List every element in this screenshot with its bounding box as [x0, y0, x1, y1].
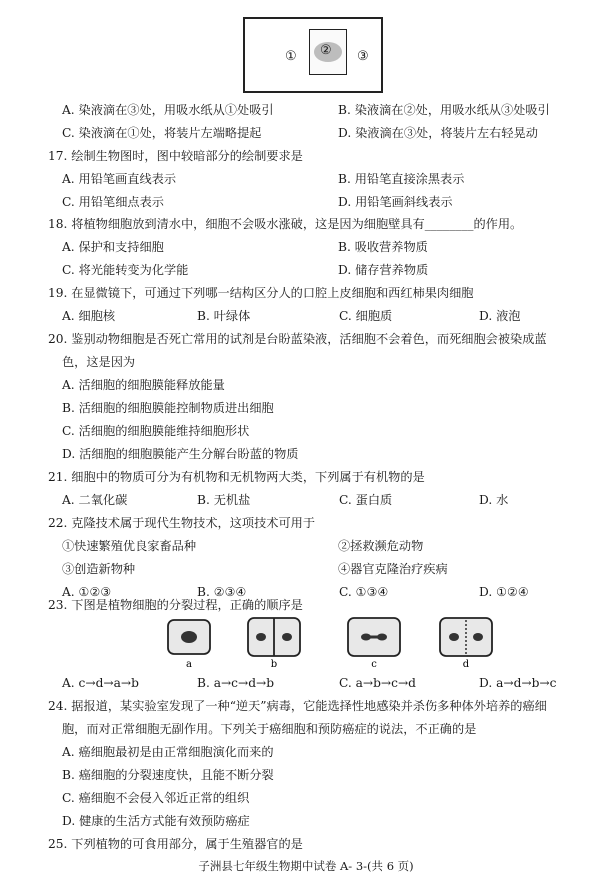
q17-option-c: C. 用铅笔细点表示: [62, 195, 164, 209]
q21-stem: 21. 细胞中的物质可分为有机物和无机物两大类，下列属于有机物的是: [48, 470, 425, 484]
q21-option-c: C. 蛋白质: [339, 493, 393, 507]
q20-stem-line1: 20. 鉴别动物细胞是否死亡常用的试剂是台盼蓝染液，活细胞不会着色，而死细胞会被染成蓝: [48, 332, 547, 346]
cell-c: [348, 618, 400, 656]
q20-option-a: A. 活细胞的细胞膜能释放能量: [62, 378, 225, 392]
q18-option-a: A. 保护和支持细胞: [62, 240, 164, 254]
q22-item-1: ①快速繁殖优良家畜品种: [62, 539, 197, 553]
cell-a: [168, 620, 210, 654]
q19-option-d: D. 液泡: [479, 309, 521, 323]
q22-option-b: B. ②③④: [197, 585, 247, 599]
slide-diagram: [243, 17, 383, 93]
cell-label-b: b: [270, 659, 278, 670]
cell-label-d: d: [462, 659, 470, 670]
q23-option-a: A. c→d→a→b: [62, 676, 139, 690]
q20-stem-line2: 色，这是因为: [62, 355, 136, 369]
cell-b: [248, 618, 300, 656]
q24-option-d: D. 健康的生活方式能有效预防癌症: [62, 814, 250, 828]
q22-option-c: C. ①③④: [339, 585, 389, 599]
q17-option-a: A. 用铅笔画直线表示: [62, 172, 177, 186]
q22-stem: 22. 克隆技术属于现代生物技术，这项技术可用于: [48, 516, 316, 530]
slide-label-1: ①: [285, 49, 297, 64]
q24-stem-line2: 胞，而对正常细胞无副作用。下列关于癌细胞和预防癌症的说法，不正确的是: [62, 722, 477, 736]
cell-b-nucleus-right: [282, 633, 292, 641]
q19-option-b: B. 叶绿体: [197, 309, 251, 323]
q18-option-b: B. 吸收营养物质: [338, 240, 428, 254]
q20-option-c: C. 活细胞的细胞膜能维持细胞形状: [62, 424, 250, 438]
q22-item-4: ④器官克隆治疗疾病: [338, 562, 448, 576]
q20-option-b: B. 活细胞的细胞膜能控制物质进出细胞: [62, 401, 274, 415]
q25-stem: 25. 下列植物的可食用部分，属于生殖器官的是: [48, 837, 303, 851]
q23-stem: 23. 下图是植物细胞的分裂过程，正确的顺序是: [48, 598, 303, 612]
slide-label-3: ③: [357, 49, 369, 64]
cell-b-nucleus-left: [256, 633, 266, 641]
q21-option-d: D. 水: [479, 493, 509, 507]
q17-option-d: D. 用铅笔画斜线表示: [338, 195, 453, 209]
q16-option-c: C. 染液滴在①处，将装片左端略提起: [62, 126, 262, 140]
page-footer: 子洲县七年级生物期中试卷 A- 3-(共 6 页): [198, 859, 414, 873]
q16-option-b: B. 染液滴在②处，用吸水纸从③处吸引: [338, 103, 550, 117]
cell-d: [440, 618, 492, 656]
q24-stem-line1: 24. 据报道，某实验室发现了一种“逆天”病毒，它能选择性地感染并杀伤多种体外培养的癌细: [48, 699, 547, 713]
q21-option-a: A. 二氧化碳: [62, 493, 128, 507]
q23-option-d: D. a→d→b→c: [479, 676, 557, 690]
cell-division-diagram: [160, 614, 500, 670]
q17-stem: 17. 绘制生物图时，图中较暗部分的绘制要求是: [48, 149, 303, 163]
q24-option-a: A. 癌细胞最初是由正常细胞演化而来的: [62, 745, 274, 759]
q21-option-b: B. 无机盐: [197, 493, 251, 507]
q23-option-c: C. a→b→c→d: [339, 676, 416, 690]
slide-label-2: ②: [320, 43, 332, 58]
q24-option-c: C. 癌细胞不会侵入邻近正常的组织: [62, 791, 250, 805]
cell-a-nucleus: [181, 631, 197, 643]
cell-label-c: c: [371, 659, 377, 670]
q20-option-d: D. 活细胞的细胞膜能产生分解台盼蓝的物质: [62, 447, 299, 461]
q17-option-b: B. 用铅笔直接涂黑表示: [338, 172, 465, 186]
q22-option-a: A. ①②③: [62, 585, 112, 599]
cover-slip: [309, 29, 347, 75]
q18-option-c: C. 将光能转变为化学能: [62, 263, 189, 277]
q23-option-b: B. a→c→d→b: [197, 676, 275, 690]
q19-option-c: C. 细胞质: [339, 309, 393, 323]
q16-option-d: D. 染液滴在③处，将装片左右轻晃动: [338, 126, 538, 140]
q22-option-d: D. ①②④: [479, 585, 529, 599]
cell-label-a: a: [186, 659, 192, 670]
q22-item-2: ②拯救濒危动物: [338, 539, 424, 553]
q19-stem: 19. 在显微镜下，可通过下列哪一结构区分人的口腔上皮细胞和西红柿果肉细胞: [48, 286, 474, 300]
q19-option-a: A. 细胞核: [62, 309, 116, 323]
q16-option-a: A. 染液滴在③处，用吸水纸从①处吸引: [62, 103, 274, 117]
q18-option-d: D. 储存营养物质: [338, 263, 429, 277]
q22-item-3: ③创造新物种: [62, 562, 136, 576]
q24-option-b: B. 癌细胞的分裂速度快，且能不断分裂: [62, 768, 274, 782]
q18-stem: 18. 将植物细胞放到清水中，细胞不会吸水涨破，这是因为细胞壁具有________的作用。: [48, 217, 523, 231]
